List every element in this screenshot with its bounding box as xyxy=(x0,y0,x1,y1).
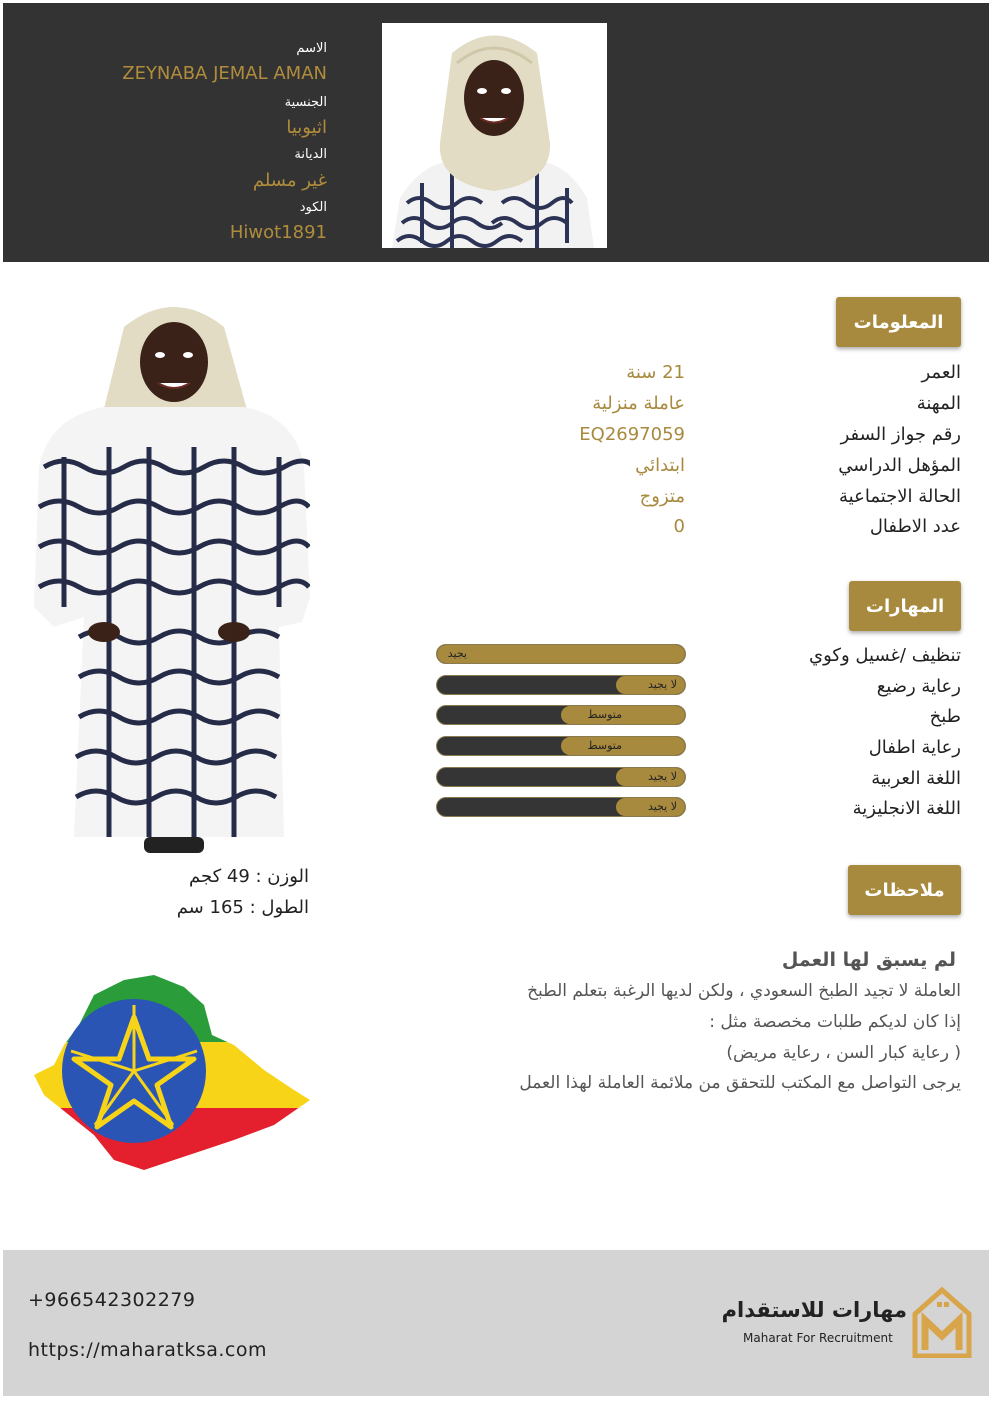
skill-label: اللغة الانجليزية xyxy=(852,798,961,819)
passport-value: EQ2697059 xyxy=(579,424,685,445)
age-value: 21 سنة xyxy=(626,362,685,383)
nationality-label: الجنسية xyxy=(284,95,327,110)
logo-english-text: Maharat For Recruitment xyxy=(743,1331,893,1345)
skill-level-text: لا يجيد xyxy=(647,800,677,813)
skill-level-bar xyxy=(436,736,686,756)
code-label: الكود xyxy=(299,200,327,215)
skill-level-bar xyxy=(436,705,686,725)
notes-section-tab: ملاحظات xyxy=(848,865,961,915)
marital-status-value: متزوج xyxy=(639,486,685,507)
notes-heading: لم يسبق لها العمل xyxy=(781,949,956,971)
children-count-label: عدد الاطفال xyxy=(869,516,961,537)
house-m-icon xyxy=(911,1286,973,1358)
skill-level-text: متوسط xyxy=(587,708,622,721)
skill-level-bar xyxy=(436,644,686,664)
passport-label: رقم جواز السفر xyxy=(840,424,961,445)
age-label: العمر xyxy=(921,362,961,383)
note-line: يرجى التواصل مع المكتب للتحقق من ملائمة العاملة لهذا العمل xyxy=(519,1073,961,1093)
note-line: إذا كان لديكم طلبات مخصصة مثل : xyxy=(709,1012,961,1032)
note-line: العاملة لا تجيد الطبخ السعودي ، ولكن لديها الرغبة بتعلم الطبخ xyxy=(527,981,961,1001)
skills-section-tab: المهارات xyxy=(849,581,961,631)
weight-stat: الوزن : 49 كجم xyxy=(189,866,309,887)
info-section-tab: المعلومات xyxy=(836,297,961,347)
skill-level-text: يجيد xyxy=(447,647,467,660)
company-logo xyxy=(721,1286,973,1362)
education-label: المؤهل الدراسي xyxy=(838,455,961,476)
skill-level-bar xyxy=(436,797,686,817)
footer xyxy=(3,1250,989,1396)
skill-level-text: لا يجيد xyxy=(647,678,677,691)
religion-value: غير مسلم xyxy=(252,170,327,191)
profession-value: عاملة منزلية xyxy=(592,393,685,414)
skill-label: رعاية رضيع xyxy=(876,676,961,697)
skill-label: رعاية اطفال xyxy=(868,737,961,758)
skill-label: اللغة العربية xyxy=(871,768,961,789)
education-value: ابتدائي xyxy=(635,455,685,476)
full-body-photo xyxy=(34,297,310,857)
ethiopia-flag-map xyxy=(34,975,310,1175)
skill-level-fill xyxy=(561,706,685,724)
skill-level-text: متوسط xyxy=(587,739,622,752)
skill-level-bar xyxy=(436,675,686,695)
children-count-value: 0 xyxy=(673,516,685,537)
skill-level-bar xyxy=(436,767,686,787)
skill-level-fill xyxy=(561,737,685,755)
name-value: ZEYNABA JEMAL AMAN xyxy=(122,63,327,84)
skill-level-text: لا يجيد xyxy=(647,770,677,783)
skill-label: تنظيف /غسيل وكوي xyxy=(809,645,961,666)
portrait-photo xyxy=(382,23,607,248)
nationality-value: اثيوبيا xyxy=(286,117,327,138)
marital-status-label: الحالة الاجتماعية xyxy=(839,486,961,507)
religion-label: الديانة xyxy=(294,147,327,162)
header-banner xyxy=(3,3,989,262)
profession-label: المهنة xyxy=(916,393,961,414)
name-label: الاسم xyxy=(296,41,327,56)
skill-level-fill xyxy=(437,645,685,663)
website-link[interactable]: https://maharatksa.com xyxy=(28,1339,268,1361)
phone-number[interactable]: +966542302279 xyxy=(28,1289,196,1311)
skill-label: طبخ xyxy=(929,706,961,727)
note-line: ( رعاية كبار السن ، رعاية مريض) xyxy=(726,1043,961,1063)
logo-arabic-text: مهارات للاستقدام xyxy=(721,1298,907,1322)
height-stat: الطول : 165 سم xyxy=(176,897,309,918)
code-value: Hiwot1891 xyxy=(229,222,327,243)
